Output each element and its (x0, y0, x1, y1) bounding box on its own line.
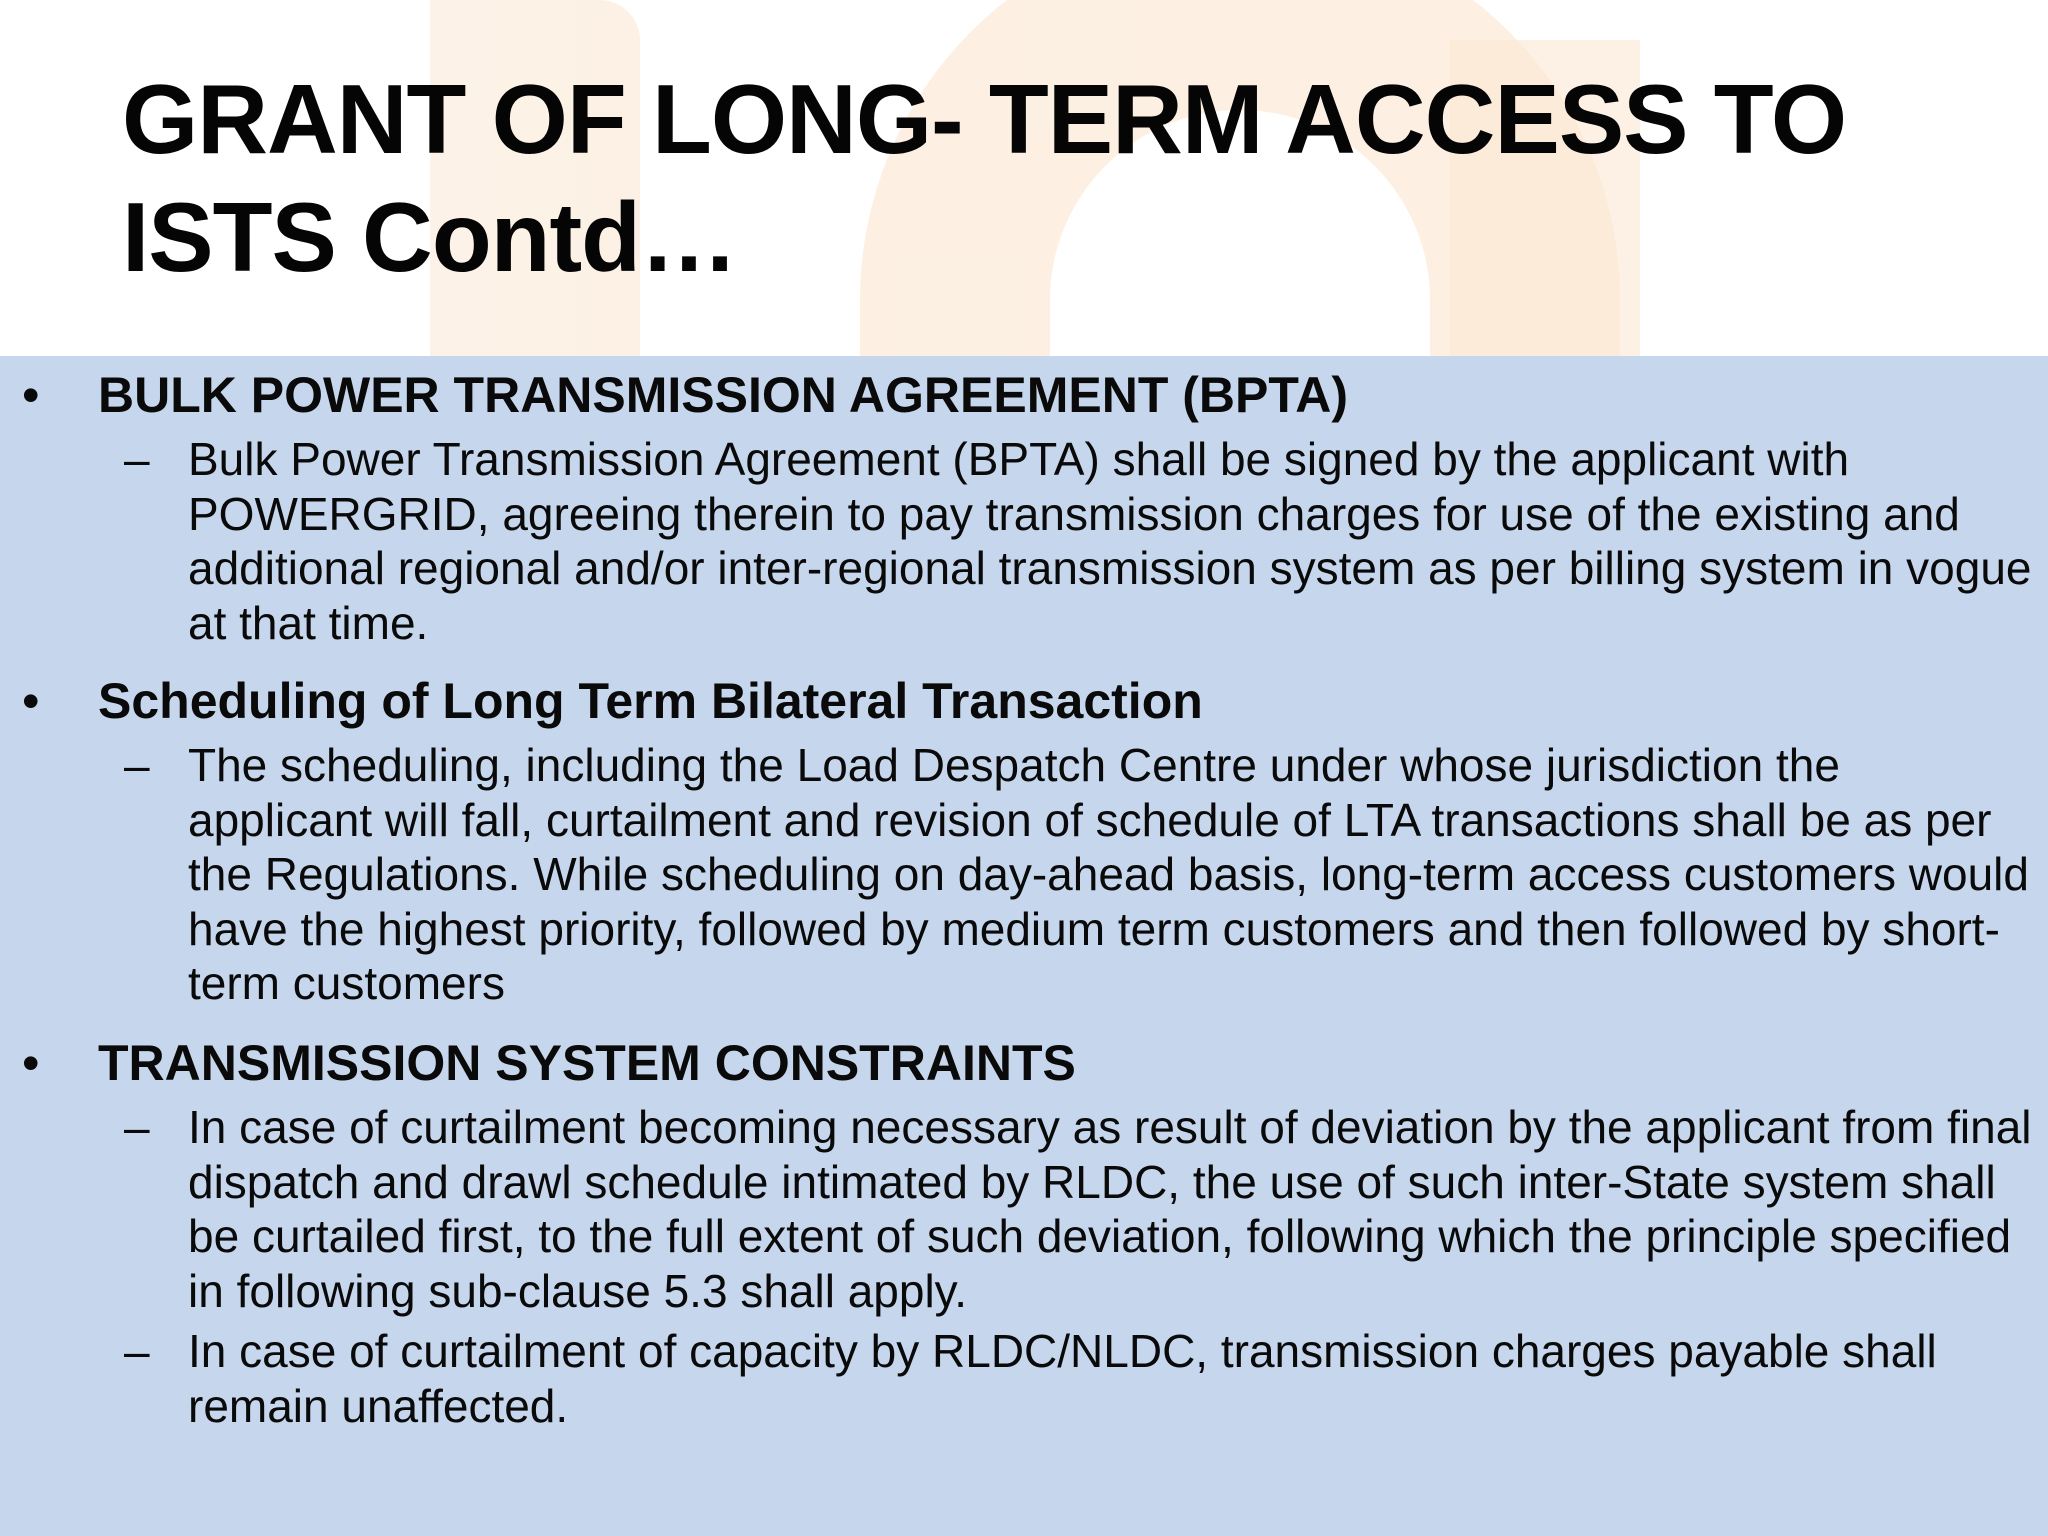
heading-text: TRANSMISSION SYSTEM CONSTRAINTS (98, 1035, 1076, 1091)
section-scheduling (0, 670, 2048, 1011)
bullet-icon: • (22, 1035, 40, 1091)
sub-item-text: In case of curtailment of capacity by RLDC/NLDC, transmission charges payable shall remain unaffected. (188, 1325, 1937, 1432)
sub-item-text: In case of curtailment becoming necessary as result of deviation by the applicant from final dispatch and drawl schedule intimated by RLDC, the use of such inter-State system shall be curtailed first, to the full extent of such deviation, following which the principle specified in following sub-clause 5.3 shall apply. (188, 1101, 2032, 1317)
heading-text: Scheduling of Long Term Bilateral Transaction (98, 673, 1203, 729)
bullet-icon: • (22, 367, 40, 423)
section-heading (0, 670, 2048, 732)
section-heading (0, 364, 2048, 426)
section-heading (0, 1032, 2048, 1094)
sub-item (0, 1100, 2048, 1318)
section-constraints (0, 1032, 2048, 1433)
title-line-1: GRANT OF LONG- TERM ACCESS TO (122, 64, 1847, 174)
sub-item (0, 1324, 2048, 1433)
title-line-2: ISTS Contd… (122, 182, 738, 292)
sub-item (0, 738, 2048, 1011)
sub-item-text: The scheduling, including the Load Despatch Centre under whose jurisdiction the applicant will fall, curtailment and revision of schedule of LTA transactions shall be as per the Regulations. While scheduling on day-ahead basis, long-term access customers would have the highest priority, followed by medium term customers and then followed by short-term customers (188, 739, 2029, 1009)
sub-item (0, 432, 2048, 650)
sub-item-text: Bulk Power Transmission Agreement (BPTA) shall be signed by the applicant with POWERGRID, agreeing therein to pay transmission charges for use of the existing and additional regional and/or inter-regional transmission system as per billing system in vogue at that time. (188, 433, 2032, 649)
dash-icon: – (124, 1325, 150, 1377)
dash-icon: – (124, 433, 150, 485)
dash-icon: – (124, 1101, 150, 1153)
bullet-icon: • (22, 673, 40, 729)
heading-text: BULK POWER TRANSMISSION AGREEMENT (BPTA) (98, 367, 1348, 423)
slide-title (122, 60, 1942, 296)
dash-icon: – (124, 739, 150, 791)
section-bpta (0, 364, 2048, 650)
slide-content (0, 356, 2048, 1536)
